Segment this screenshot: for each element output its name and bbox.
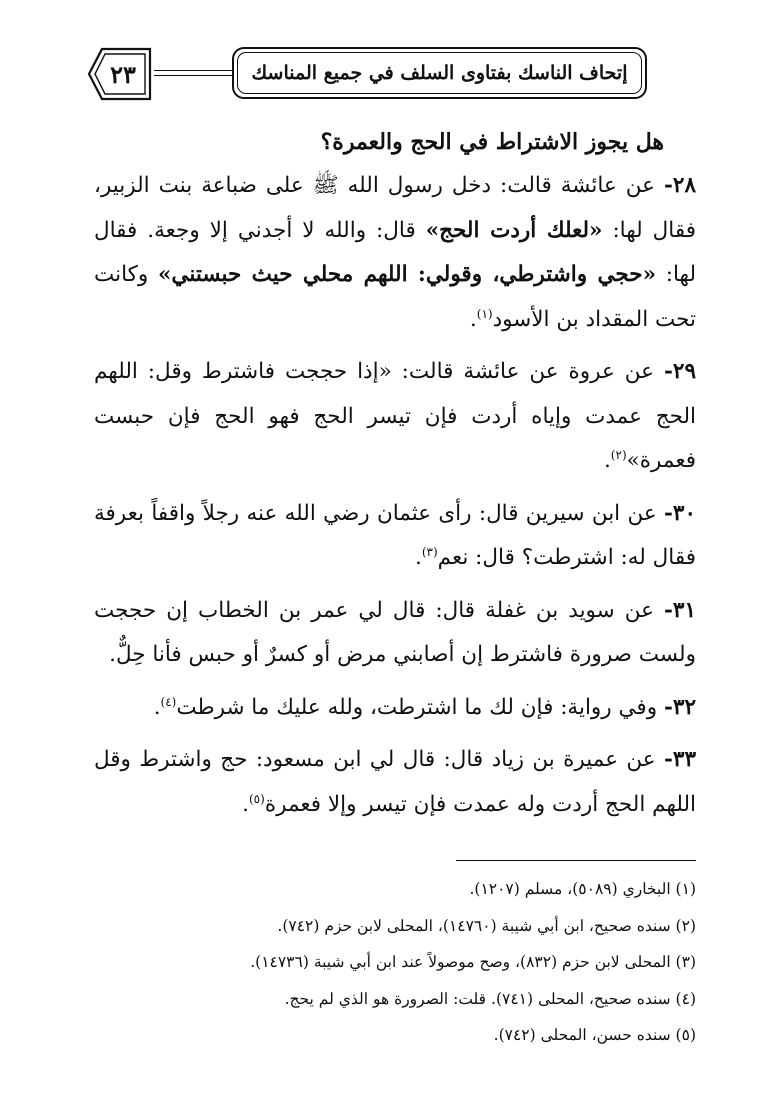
entry-number: ٣٠- xyxy=(663,500,697,526)
entry-text: وفي رواية: فإن لك ما اشترطت، ولله عليك ما شرطت xyxy=(176,694,658,720)
entry-text: عن عائشة قالت: دخل رسول الله ﷺ على ضباعة بنت الزبير، فقال لها: xyxy=(94,173,696,243)
entry-text: عن عروة عن عائشة قالت: «إذا حججت فاشترط وقل: اللهم الحج عمدت وإياه أردت فإن تيسر الحج فهو الحج فإن حبست فعمرة» xyxy=(94,359,696,473)
title-frame xyxy=(232,47,647,99)
entry-text: وكانت تحت المقداد بن الأسود xyxy=(94,262,696,332)
hadith-quote: «حجي واشترطي، وقولي: اللهم محلي حيث حبستني» xyxy=(157,262,657,287)
footnote-3: (٣) المحلى لابن حزم (٨٣٢)، وصح موصولاً عند ابن أبي شيبة (١٤٧٣٦). xyxy=(250,953,696,971)
question-heading: هل يجوز الاشتراط في الحج والعمرة؟ xyxy=(320,129,664,155)
footnote-2: (٢) سنده صحيح، ابن أبي شيبة (١٤٧٦٠)، المحلى لابن حزم (٧٤٢). xyxy=(277,916,696,935)
entry-number: ٢٨- xyxy=(663,173,696,198)
hadith-quote: «لعلك أردت الحج» xyxy=(425,217,603,243)
footnote-separator xyxy=(456,860,696,861)
entry-31 xyxy=(94,589,696,678)
entry-number: ٣٢- xyxy=(663,694,696,720)
footnote-1: (١) البخاري (٥٠٨٩)، مسلم (١٢٠٧). xyxy=(469,880,696,898)
footnote-ref: (٢) xyxy=(610,447,627,462)
entry-28: ٢٨- عن عائشة قالت: دخل رسول الله ﷺ على ضباعة بنت الزبير، فقال لها: «لعلك أردت الحج» قال: والله لا أجدني إلا وجعة. فقال لها: «حجي واشترطي، وقولي: اللهم محلي حيث حبستني» وكانت تحت المقداد بن الأسود$^{(١)}$. xyxy=(94,173,696,332)
entry-32: ٣٢- وفي رواية: فإن لك ما اشترطت، ولله عليك ما شرطت$^{(٤)}$. xyxy=(153,694,696,720)
entry-33: ٣٣- عن عميرة بن زياد قال: قال لي ابن مسعود: حج واشترط وقل اللهم الحج أردت وله عمدت فإن تيسر وإلا فعمرة$^{(٥)}$. xyxy=(94,747,696,817)
entry-number: ٣١- xyxy=(663,597,696,623)
footnote-ref: (١) xyxy=(476,306,493,321)
footnote-ref: (٤) xyxy=(160,694,177,709)
entry-text: عن سويد بن غفلة قال: قال لي عمر بن الخطاب إن حججت ولست صرورة فاشترط إن أصابني مرض أو كسرٌ أو حبس فأنا حِلٌّ. xyxy=(94,597,696,667)
footnote-4: (٤) سنده صحيح، المحلى (٧٤١). قلت: الصرورة هو الذي لم يحج. xyxy=(284,989,696,1008)
entry-number: ٣٣- xyxy=(663,747,696,772)
footnote-ref: (٣) xyxy=(421,544,438,559)
entry-29: ٢٩- عن عروة عن عائشة قالت: «إذا حججت فاشترط وقل: اللهم الحج عمدت وإياه أردت فإن تيسر الحج فهو الحج فإن حبست فعمرة»$^{(٢)}$. xyxy=(94,359,696,473)
page-number: ٢٣ xyxy=(110,59,136,89)
running-header xyxy=(0,0,760,110)
running-title: إتحاف الناسك بفتاوى السلف في جميع المناسك xyxy=(251,62,628,84)
entry-text: عن ابن سيرين قال: رأى عثمان رضي الله عنه رجلاً واقفاً بعرفة فقال له: اشترطت؟ قال: نعم xyxy=(94,500,696,570)
entry-30: ٣٠- عن ابن سيرين قال: رأى عثمان رضي الله عنه رجلاً واقفاً بعرفة فقال له: اشترطت؟ قال: نعم$^{(٣)}$. xyxy=(94,500,697,570)
entry-number: ٢٩- xyxy=(663,359,696,384)
page-body xyxy=(94,120,696,827)
entry-text: قال: والله لا أجدني إلا وجعة. فقال لها: xyxy=(94,217,696,287)
footnote-5: (٥) سنده حسن، المحلى (٧٤٢). xyxy=(493,1026,696,1044)
footnotes xyxy=(94,860,696,1054)
footnote-ref: (٥) xyxy=(248,791,265,806)
entry-text: عن عميرة بن زياد قال: قال لي ابن مسعود: حج واشترط وقل اللهم الحج أردت وله عمدت فإن تيسر وإلا فعمرة xyxy=(94,747,696,817)
header-connector xyxy=(154,70,232,76)
